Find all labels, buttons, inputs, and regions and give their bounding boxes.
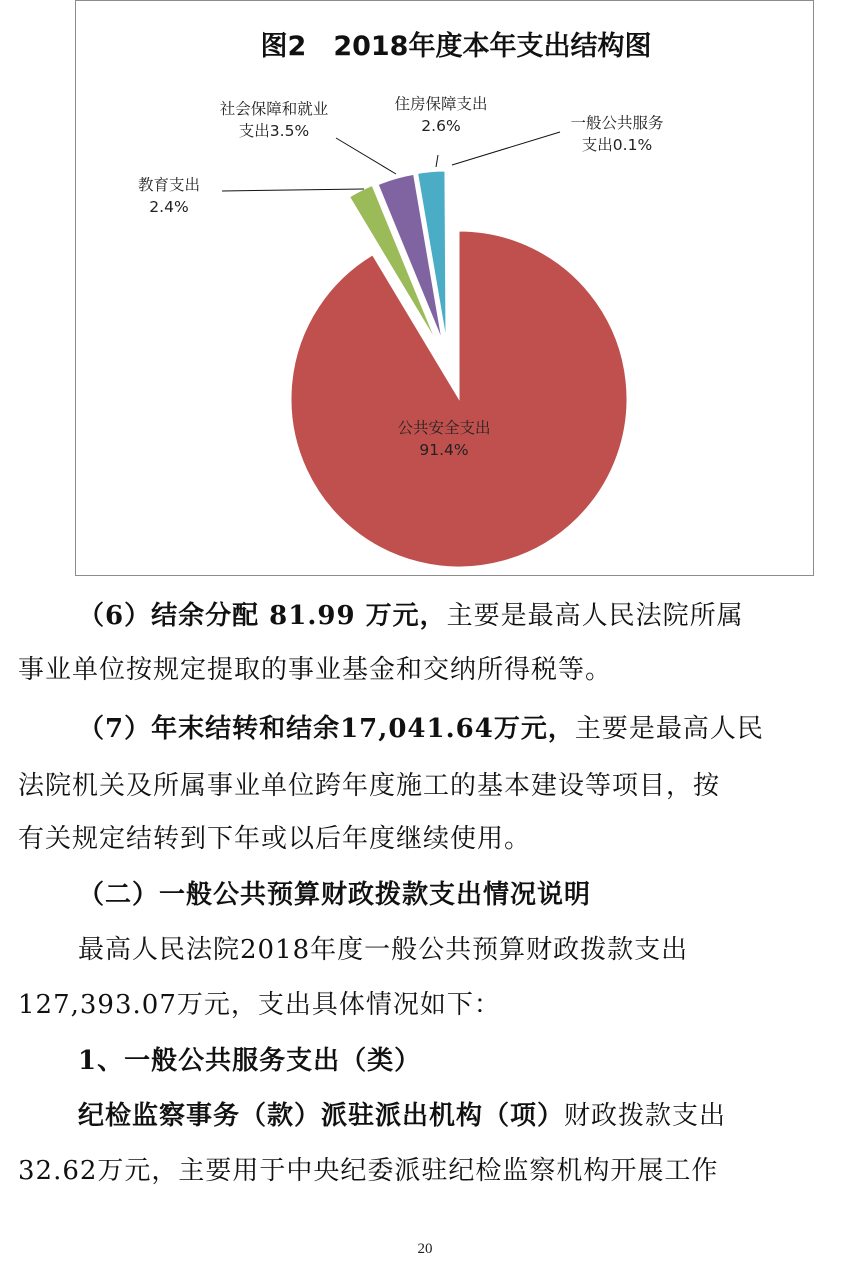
- paragraph-7-text: 主要是最高人民: [574, 714, 764, 744]
- paragraph-7-line-2: 法院机关及所属事业单位跨年度施工的基本建设等项目，按: [18, 771, 721, 801]
- subsection-paragraph-line-2: 32.62万元，主要用于中央纪委派驻纪检监察机构开展工作: [18, 1156, 719, 1186]
- subsection-paragraph-text: 财政拨款支出: [564, 1101, 727, 1131]
- pie-chart: [76, 1, 815, 577]
- slice-label-value: 2.4%: [149, 198, 189, 216]
- section-paragraph-line-1: 最高人民法院2018年度一般公共预算财政拨款支出: [78, 935, 689, 965]
- paragraph-6-lead: （6）结余分配 81.99 万元，: [78, 601, 447, 631]
- pie-slice: [447, 171, 448, 339]
- leader-line: [436, 155, 438, 167]
- section-heading: （二）一般公共预算财政拨款支出情况说明: [78, 880, 592, 910]
- slice-label-name: 教育支出: [137, 176, 201, 194]
- leader-line: [452, 132, 560, 165]
- slice-label-name: 一般公共服务: [570, 114, 664, 132]
- leader-line: [336, 138, 396, 174]
- subsection-paragraph-line-1: [18, 1090, 758, 1142]
- paragraph-6-line-1: [18, 590, 758, 642]
- slice-label-value: 支出0.1%: [581, 136, 653, 154]
- paragraph-7-line-1: [18, 703, 764, 755]
- slice-label-value: 91.4%: [419, 441, 469, 459]
- section-paragraph-line-2: 127,393.07万元，支出具体情况如下：: [18, 990, 501, 1020]
- subsection-paragraph-lead: 纪检监察事务（款）派驻派出机构（项）: [78, 1101, 565, 1131]
- paragraph-7-lead: （7）年末结转和结余17,041.64万元，: [78, 714, 575, 744]
- page-number: 20: [417, 1241, 433, 1257]
- pie-slice: [291, 231, 627, 567]
- paragraph-6-text: 主要是最高人民法院所属: [446, 601, 744, 631]
- chart-title: 图2 2018年度本年支出结构图: [260, 31, 652, 62]
- slice-label-name: 社会保障和就业: [219, 100, 329, 118]
- subsection-heading: 1、一般公共服务支出（类）: [78, 1046, 422, 1076]
- slice-label-name: 住房保障支出: [394, 95, 488, 113]
- slice-label-value: 支出3.5%: [238, 122, 310, 140]
- chart-frame: [75, 0, 814, 576]
- paragraph-6-line-2: 事业单位按规定提取的事业基金和交纳所得税等。: [18, 655, 613, 685]
- paragraph-7-line-3: 有关规定结转到下年或以后年度继续使用。: [18, 824, 532, 854]
- slice-label-name: 公共安全支出: [397, 419, 491, 437]
- leader-line: [222, 189, 364, 191]
- slice-label-value: 2.6%: [421, 117, 461, 135]
